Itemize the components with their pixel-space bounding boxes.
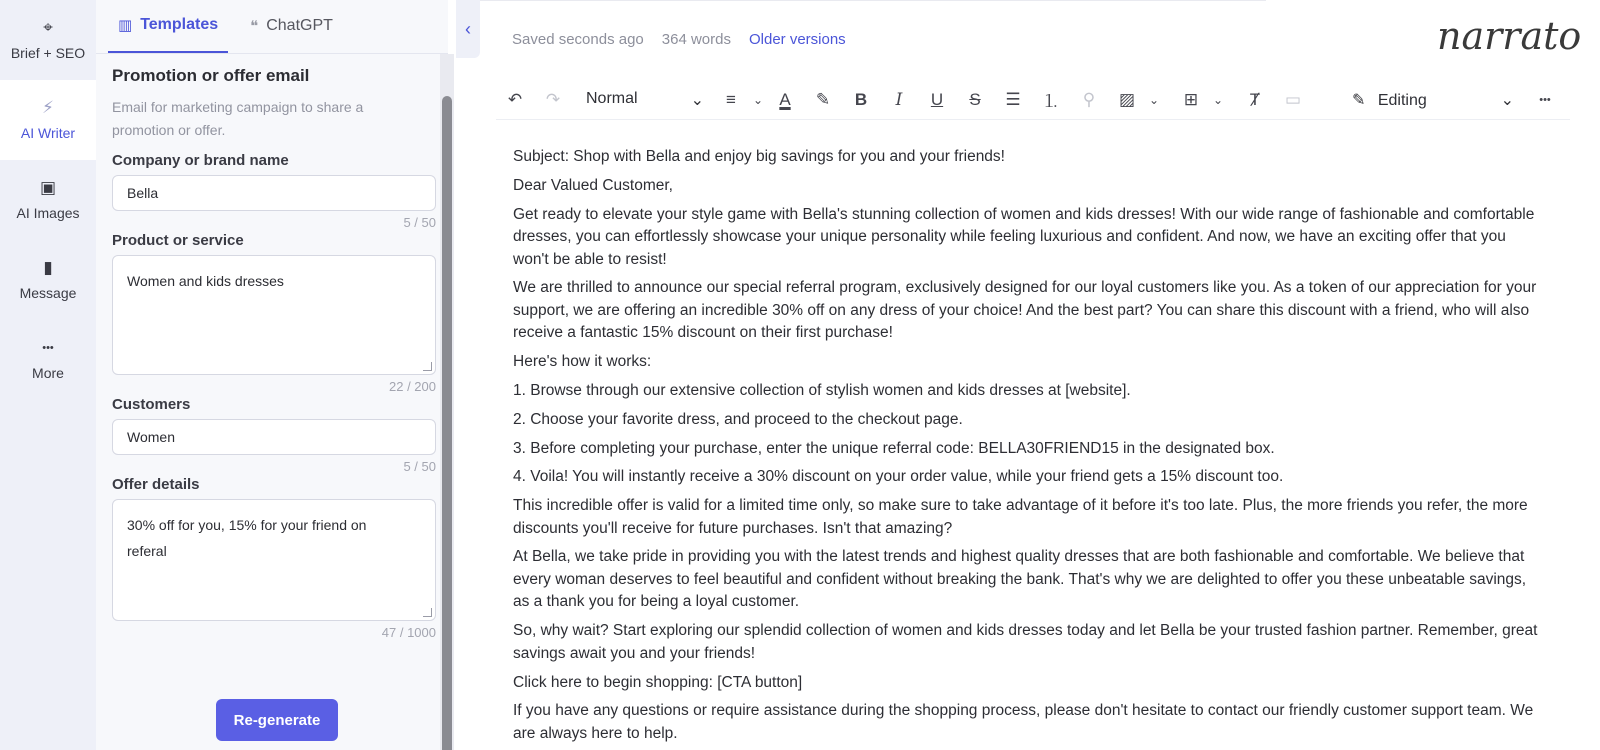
narrato-logo: narrato [1437, 14, 1582, 58]
align-icon[interactable]: ≡ [726, 89, 736, 109]
templates-icon: ▥ [118, 17, 133, 34]
top-divider [480, 0, 1266, 1]
template-form [112, 66, 436, 640]
product-service-counter: 22 / 200 [389, 379, 436, 394]
left-nav-rail [0, 0, 96, 750]
email-subject: Subject: Shop with Bella and enjoy big savings for you and your friends! [513, 148, 1005, 165]
insert-image-icon[interactable]: ▨ [1118, 89, 1136, 109]
product-service-label: Product or service [112, 232, 244, 249]
collapse-panel-button[interactable] [456, 0, 480, 58]
image-icon: ▣ [39, 178, 57, 197]
customers-counter: 5 / 50 [403, 459, 436, 474]
numbered-list-icon[interactable]: ⒈ [1042, 92, 1060, 111]
nav-item-ai-writer[interactable] [0, 80, 96, 160]
italic-icon[interactable]: I [895, 89, 903, 110]
company-name-input[interactable] [112, 175, 436, 211]
email-paragraph: Click here to begin shopping: [CTA button] [513, 673, 803, 691]
bulleted-list-icon[interactable]: ☰ [1005, 89, 1021, 109]
template-title: Promotion or offer email [112, 66, 310, 85]
comment-icon[interactable]: ▭ [1284, 89, 1302, 109]
company-name-label: Company or brand name [112, 152, 289, 169]
clear-formatting-icon[interactable]: Ⱦ [1249, 89, 1261, 109]
editing-mode-select[interactable] [1352, 90, 1514, 110]
chevron-left-icon: ‹ [465, 18, 471, 39]
offer-details-counter: 47 / 1000 [381, 625, 436, 640]
panel-scrollbar-thumb[interactable] [442, 96, 452, 750]
offer-details-textarea[interactable] [112, 499, 436, 621]
nav-item-label: Brief + SEO [10, 45, 86, 61]
offer-details-label: Offer details [112, 476, 200, 493]
insert-table-icon[interactable]: ⊞ [1183, 89, 1199, 109]
offer-details-value: 30% off for you, 15% for your friend on referal [127, 517, 367, 559]
underline-icon[interactable]: U [930, 89, 944, 109]
product-service-value: Women and kids dresses [127, 273, 284, 289]
chevron-down-icon[interactable]: ⌄ [752, 92, 764, 107]
tab-label: ChatGPT [266, 17, 333, 34]
nav-item-label: Message [19, 285, 77, 301]
highlight-icon[interactable]: ✎ [815, 89, 831, 109]
panel-scrollbar[interactable] [440, 54, 454, 750]
nav-item-label: More [32, 365, 64, 381]
chevron-down-icon: ⌄ [1500, 91, 1514, 109]
tab-templates[interactable] [108, 0, 228, 53]
word-count: 364 words [661, 31, 731, 48]
template-description: Email for marketing campaign to share a promotion or offer. [112, 99, 364, 138]
customers-input[interactable] [112, 419, 436, 455]
email-paragraph: At Bella, we take pride in providing you with the latest trends and highest quality dresses that are both fashionable and comfortable. We believe that every woman deserves to feel beautiful and confident without breaking the bank. That's why we are delighted to offer you these unbeatable savings, as a thank you for being a loyal customer. [513, 548, 1527, 611]
document-status-bar [512, 31, 864, 48]
older-versions-link[interactable]: Older versions [748, 31, 846, 48]
tab-label: Templates [140, 16, 219, 33]
email-list-item: 4. Voila! You will instantly receive a 30% discount on your order value, while your friend gets a 15% discount too. [513, 468, 1284, 486]
email-paragraph: This incredible offer is valid for a limited time only, so make sure to take advantage of it before it's too late. Plus, the more friends you refer, the more discounts you'll receive for future purchases. Isn't that amazing? [513, 497, 1528, 537]
nav-item-brief-seo[interactable] [0, 0, 96, 80]
link-icon[interactable]: ⚲ [1082, 89, 1096, 109]
email-paragraph: Get ready to elevate your style game with Bella's stunning collection of women and kids dresses! With our wide range of fashionable and comfortable dresses, you can effortlessly showcase your unique personality while feeling luxurious and confident. And now, we have an exciting offer that you won't be able to resist! [513, 205, 1535, 268]
chat-icon: ❝ [250, 18, 259, 35]
bold-icon[interactable]: B [854, 89, 868, 109]
email-list-item: 3. Before completing your purchase, enter the unique referral code: BELLA30FRIEND15 in the designated box. [513, 439, 1275, 457]
email-list-item: 2. Choose your favorite dress, and proceed to the checkout page. [513, 410, 963, 428]
crosshair-icon: ⌖ [43, 18, 53, 37]
editing-mode-value: Editing [1377, 91, 1427, 109]
email-paragraph: Here's how it works: [513, 353, 652, 371]
nav-item-ai-images[interactable] [0, 160, 96, 240]
regenerate-button[interactable]: Re-generate [216, 699, 338, 741]
company-name-counter: 5 / 50 [403, 215, 436, 230]
email-paragraph: We are thrilled to announce our special referral program, exclusively designed for our loyal customers like you. As a token of our appreciation for your support, we are offering an incredible 30% off on any dress of your choice! And the best part? You can share this discount with a friend, who will also receive a fantastic 15% discount on their first purchase! [513, 279, 1537, 342]
chevron-down-icon[interactable]: ⌄ [1148, 92, 1160, 107]
paragraph-style-value: Normal [586, 89, 638, 107]
email-paragraph: If you have any questions or require assistance during the shopping process, please don't hesitate to contact our friendly customer support team. We are always here to help. [513, 702, 1534, 742]
nav-item-more[interactable] [0, 320, 96, 400]
email-list-item: 1. Browse through our extensive collection of stylish women and kids dresses at [website]. [513, 381, 1131, 399]
email-greeting: Dear Valued Customer, [513, 176, 673, 194]
nav-item-label: AI Writer [20, 125, 76, 141]
template-panel [96, 0, 448, 750]
customers-label: Customers [112, 396, 191, 413]
more-options-icon[interactable]: ••• [1539, 93, 1551, 106]
editor-toolbar [496, 80, 1570, 120]
undo-icon[interactable]: ↶ [507, 89, 523, 109]
company-name-value: Bella [127, 185, 159, 201]
paragraph-style-select[interactable] [572, 90, 712, 110]
strikethrough-icon[interactable]: S [969, 89, 981, 109]
nav-item-message[interactable] [0, 240, 96, 320]
font-color-icon[interactable]: A [779, 89, 791, 109]
document-editor[interactable] [513, 146, 1545, 750]
pencil-icon: ✎ [1352, 91, 1366, 109]
chevron-down-icon[interactable]: ⌄ [1212, 92, 1224, 107]
email-paragraph: So, why wait? Start exploring our splendid collection of women and kids dresses today and let Bella be your trusted fashion partner. Remember, great savings await you and your friends! [513, 622, 1538, 662]
more-dots-icon: ••• [42, 342, 54, 354]
chat-bubble-icon: ▮ [43, 258, 53, 277]
chevron-down-icon: ⌄ [690, 91, 704, 109]
nav-item-label: AI Images [16, 205, 80, 221]
save-status: Saved seconds ago [512, 31, 644, 48]
customers-value: Women [127, 429, 175, 445]
redo-icon[interactable]: ↷ [545, 89, 561, 109]
tab-chatgpt[interactable] [240, 0, 343, 53]
bolt-icon: ⚡ [42, 98, 54, 117]
panel-tabs [96, 0, 448, 54]
product-service-textarea[interactable] [112, 255, 436, 375]
